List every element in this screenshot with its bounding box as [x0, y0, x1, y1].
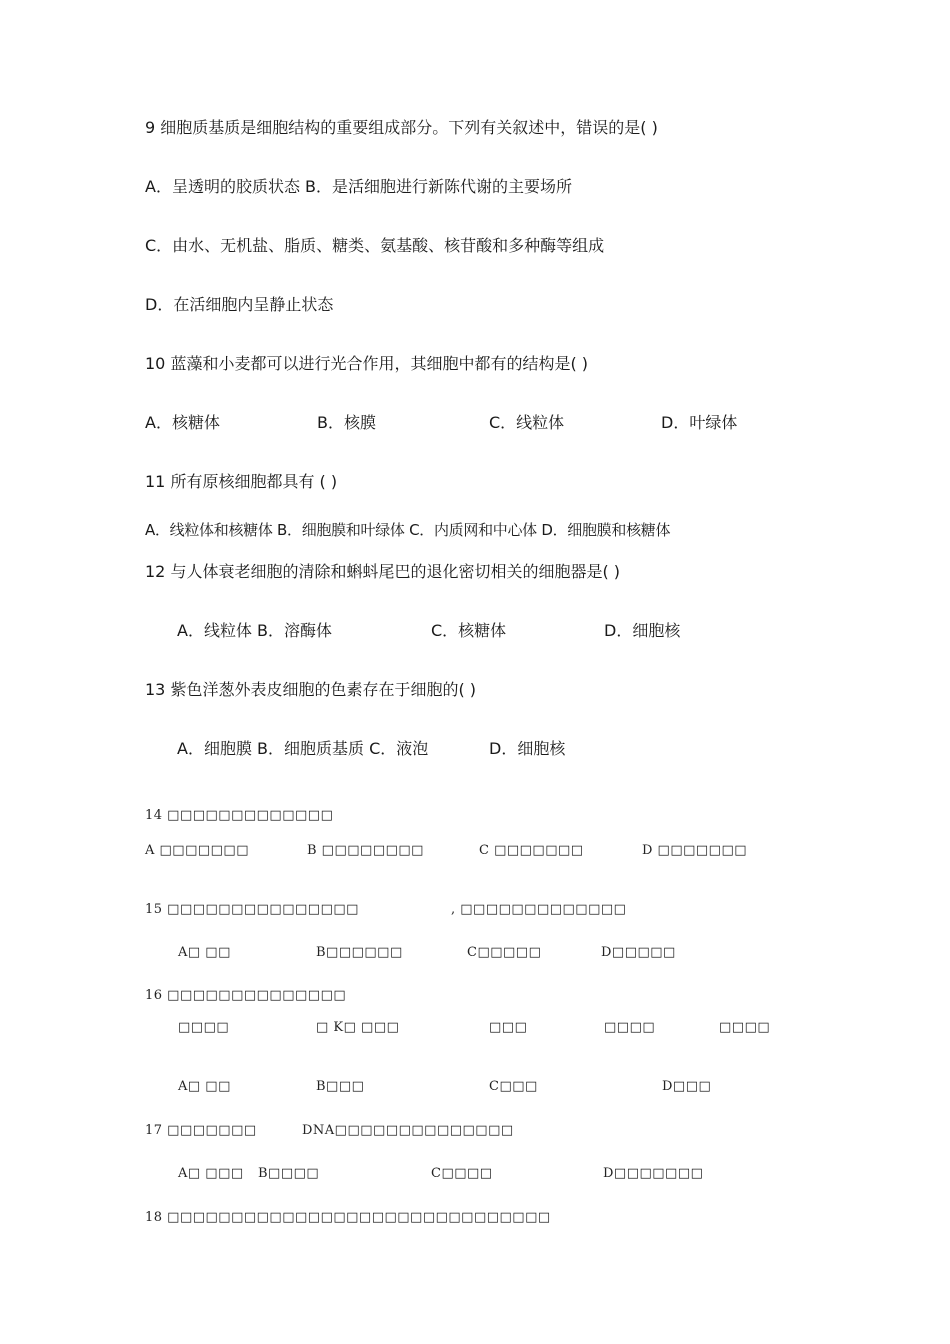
q16-stem: 16 □□□□□□□□□□□□□□	[145, 988, 347, 1003]
q13-stem: 13 紫色洋葱外表皮细胞的色素存在于细胞的( )	[145, 680, 477, 699]
q10-option-b: B．核膜	[317, 413, 376, 432]
q9-option-c: C．由水、无机盐、脂质、糖类、氨基酸、核苷酸和多种酶等组成	[145, 236, 605, 255]
q10-option-a: A．核糖体	[145, 413, 220, 432]
q16-option-c: C□□□	[489, 1079, 538, 1094]
q17-option-d: D□□□□□□□	[603, 1166, 704, 1181]
q14-option-a: A □□□□□□□	[145, 843, 249, 858]
q12-option-d: D．细胞核	[604, 621, 681, 640]
q17-stem-right: DNA□□□□□□□□□□□□□□	[302, 1123, 514, 1138]
q11-options: A．线粒体和核糖体 B．细胞膜和叶绿体 C．内质网和中心体 D．细胞膜和核糖体	[145, 521, 671, 539]
q10-option-d: D．叶绿体	[661, 413, 738, 432]
q9-options-ab: A．呈透明的胶质状态 B．是活细胞进行新陈代谢的主要场所	[145, 177, 573, 196]
q13-options-abc: A．细胞膜 B．细胞质基质 C．液泡	[177, 739, 429, 758]
q15-option-c: C□□□□□	[467, 945, 542, 960]
q10-stem: 10 蓝藻和小麦都可以进行光合作用，其细胞中都有的结构是( )	[145, 354, 589, 373]
q11-stem: 11 所有原核细胞都具有 ( )	[145, 472, 338, 491]
q15-stem-left: 15 □□□□□□□□□□□□□□□	[145, 902, 359, 917]
q16-item-1: □□□□	[178, 1020, 230, 1035]
q16-item-4: □□□□	[604, 1020, 656, 1035]
q16-option-b: B□□□	[316, 1079, 365, 1094]
q14-stem: 14 □□□□□□□□□□□□□	[145, 808, 334, 823]
q9-stem: 9 细胞质基质是细胞结构的重要组成部分。下列有关叙述中，错误的是( )	[145, 118, 658, 137]
q14-option-c: C □□□□□□□	[479, 843, 584, 858]
q15-option-d: D□□□□□	[601, 945, 676, 960]
q16-item-2: □ K□ □□□	[316, 1020, 400, 1035]
q15-option-b: B□□□□□□	[316, 945, 403, 960]
q9-option-d: D．在活细胞内呈静止状态	[145, 295, 334, 314]
q13-option-d: D．细胞核	[489, 739, 566, 758]
q14-option-d: D □□□□□□□	[642, 843, 748, 858]
q15-stem-right: , □□□□□□□□□□□□□	[451, 902, 627, 917]
q12-stem: 12 与人体衰老细胞的清除和蝌蚪尾巴的退化密切相关的细胞器是( )	[145, 562, 621, 581]
q16-option-a: A□ □□	[178, 1079, 231, 1094]
q12-option-c: C．核糖体	[431, 621, 507, 640]
q16-item-3: □□□	[489, 1020, 528, 1035]
q17-stem-left: 17 □□□□□□□	[145, 1123, 257, 1138]
q15-option-a: A□ □□	[178, 945, 231, 960]
q17-option-b: B□□□□	[258, 1166, 320, 1181]
q17-option-a: A□ □□□	[178, 1166, 244, 1181]
q16-item-5: □□□□	[719, 1020, 771, 1035]
q12-options-ab: A．线粒体 B．溶酶体	[177, 621, 333, 640]
q14-option-b: B □□□□□□□□	[307, 843, 424, 858]
q16-option-d: D□□□	[662, 1079, 712, 1094]
q18-stem: 18 □□□□□□□□□□□□□□□□□□□□□□□□□□□□□□	[145, 1210, 551, 1225]
q10-option-c: C．线粒体	[489, 413, 565, 432]
q17-option-c: C□□□□	[431, 1166, 493, 1181]
